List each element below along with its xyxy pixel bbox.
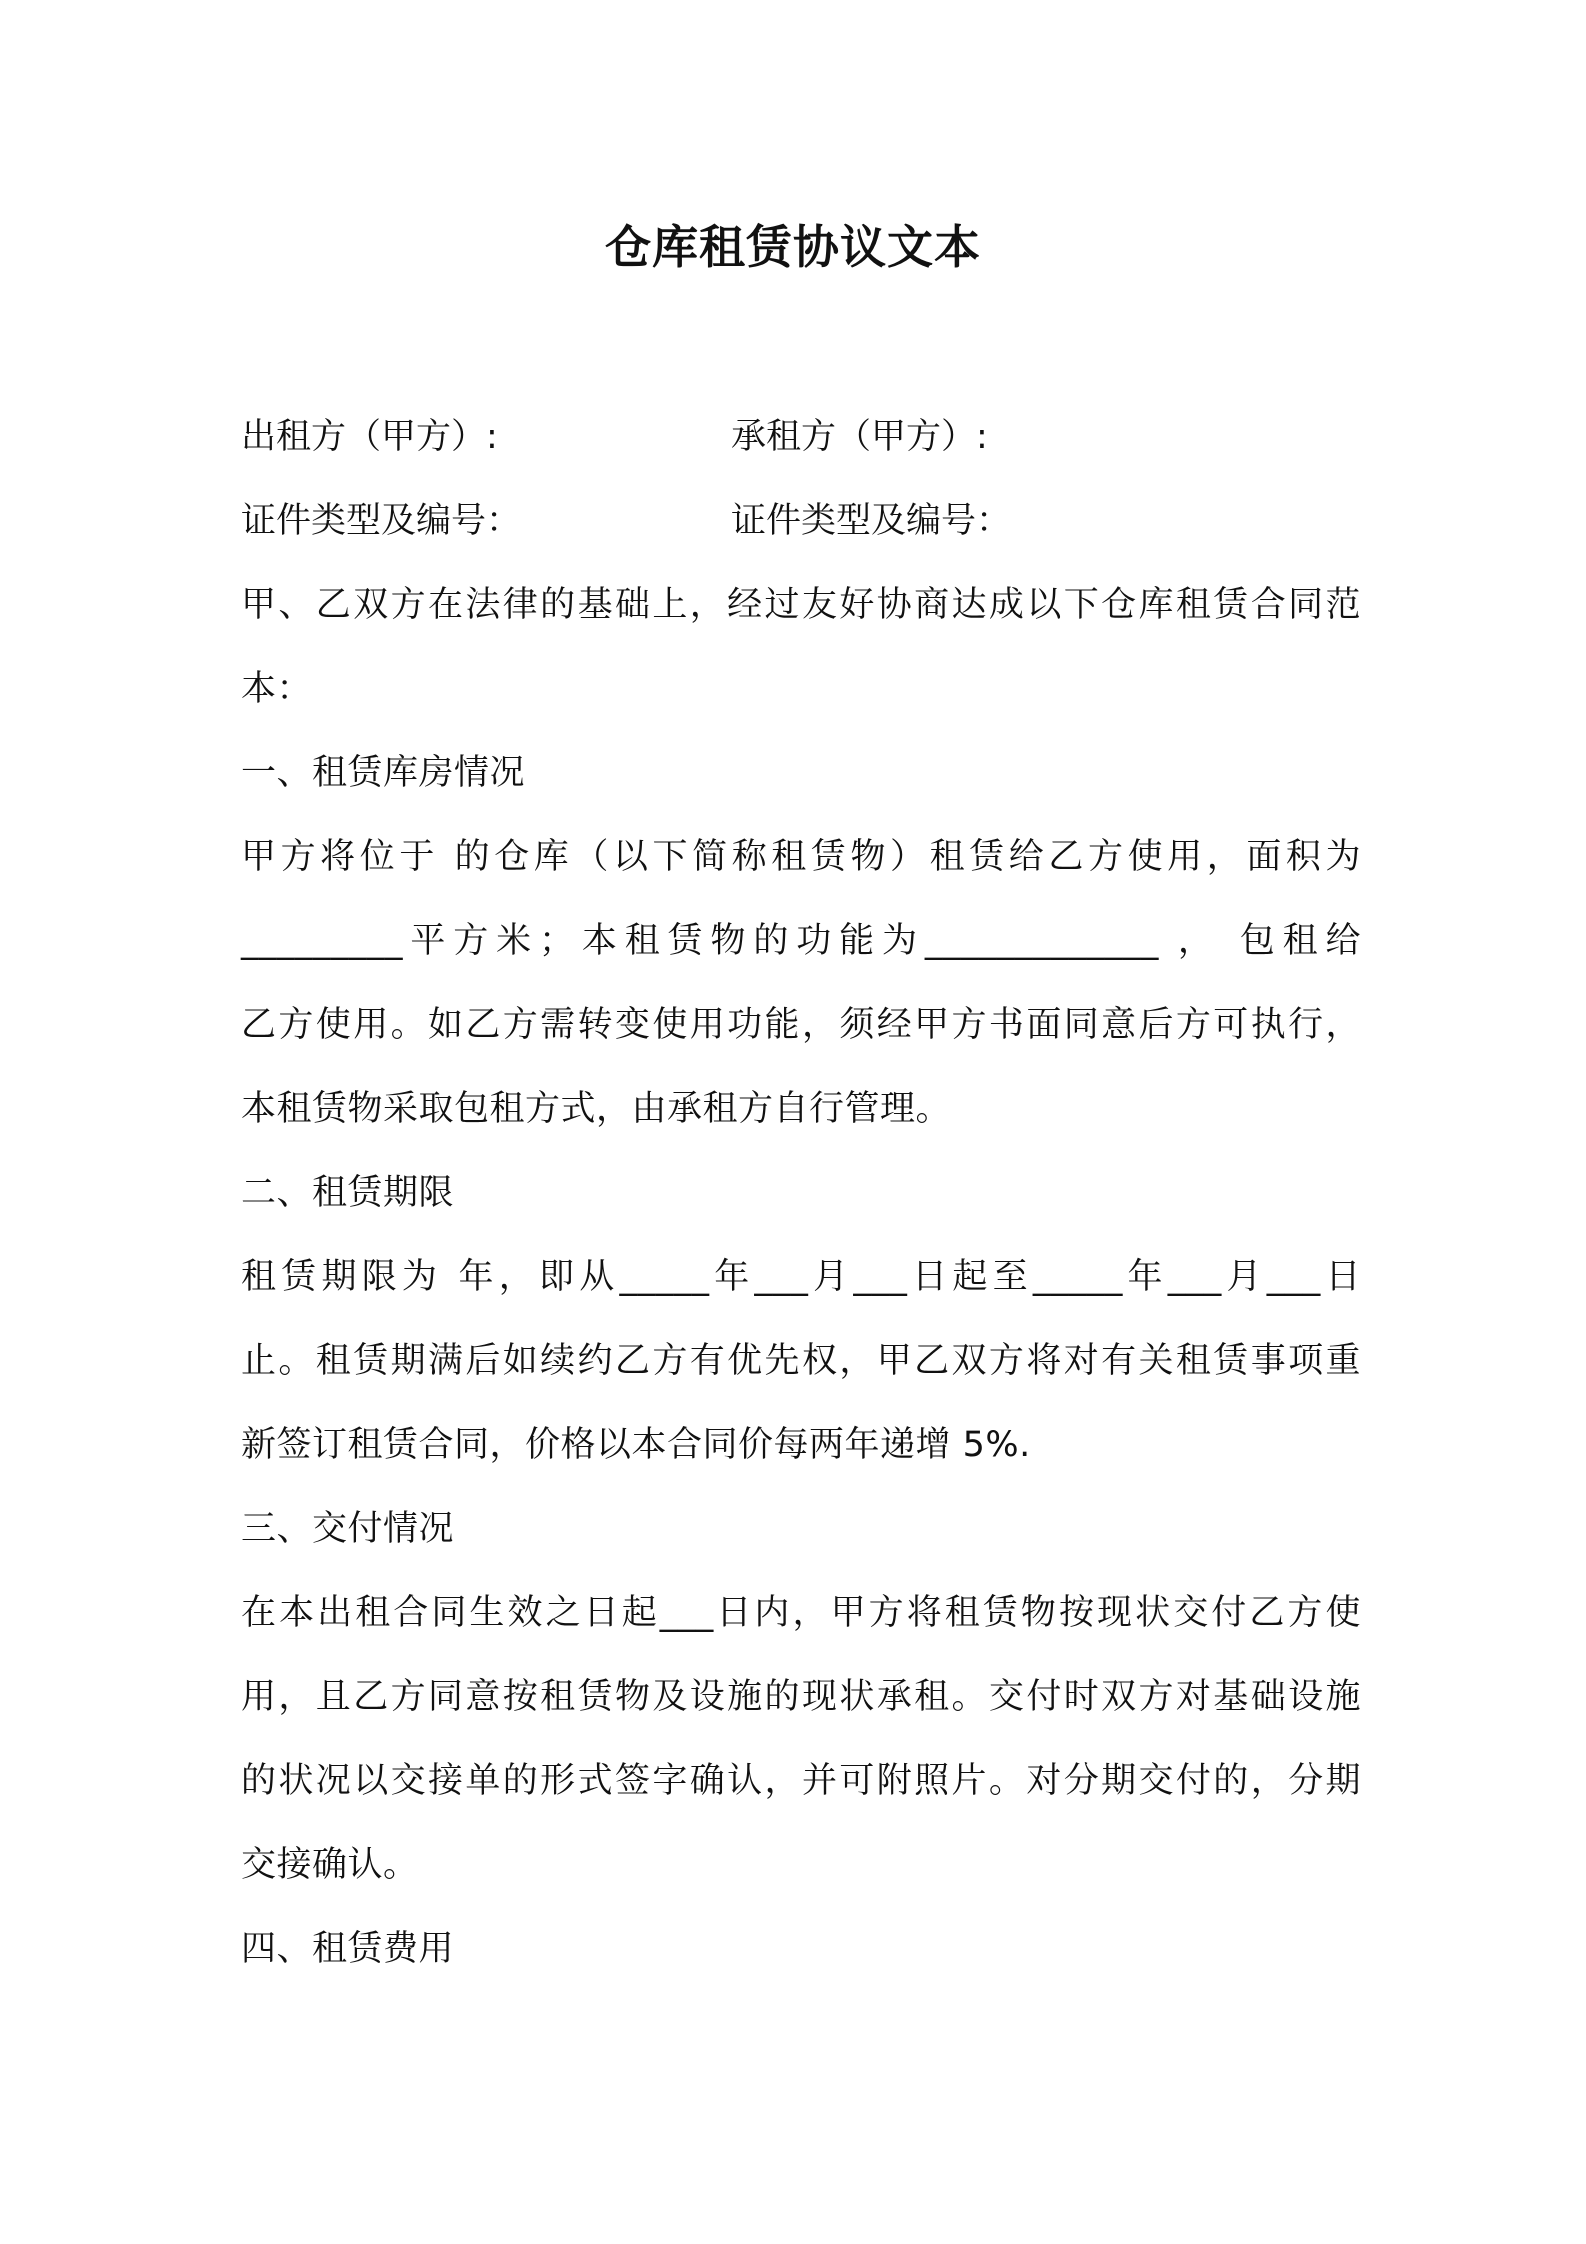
paragraph-line: 新签订租赁合同，价格以本合同价每两年递增 5%. bbox=[241, 1425, 1031, 1465]
paragraph-line: 本： bbox=[241, 669, 313, 709]
lessee-label: 承租方（甲方）: bbox=[731, 417, 988, 457]
paragraph-line: 交接确认。 bbox=[241, 1845, 419, 1885]
paragraph-line: _________平方米；本租赁物的功能为_____________ ， 包租给 bbox=[241, 921, 1361, 961]
paragraph-line: 乙方使用。如乙方需转变使用功能，须经甲方书面同意后方可执行， bbox=[241, 1005, 1361, 1045]
paragraph-line: 甲、乙双方在法律的基础上，经过友好协商达成以下仓库租赁合同范 bbox=[241, 585, 1361, 625]
party-row-ids bbox=[241, 479, 1361, 563]
paragraph-line: 在本出租合同生效之日起___日内，甲方将租赁物按现状交付乙方使 bbox=[241, 1593, 1361, 1633]
paragraph-line: 租赁期限为 年，即从_____年___月___日起至_____年___月___日 bbox=[241, 1257, 1361, 1297]
lessor-id-label: 证件类型及编号： bbox=[241, 501, 522, 541]
section-heading: 一、租赁库房情况 bbox=[241, 753, 526, 793]
paragraph-line: 止。租赁期满后如续约乙方有优先权，甲乙双方将对有关租赁事项重 bbox=[241, 1341, 1361, 1381]
paragraph-line: 用，且乙方同意按租赁物及设施的现状承租。交付时双方对基础设施 bbox=[241, 1677, 1361, 1717]
paragraph-line: 甲方将位于 的仓库（以下简称租赁物）租赁给乙方使用，面积为 bbox=[241, 837, 1361, 877]
document-title: 仓库租赁协议文本 bbox=[605, 220, 981, 274]
document-body bbox=[241, 395, 1361, 1991]
section-heading: 四、租赁费用 bbox=[241, 1929, 455, 1969]
section-heading: 二、租赁期限 bbox=[241, 1173, 455, 1213]
paragraph-line: 本租赁物采取包租方式，由承租方自行管理。 bbox=[241, 1089, 952, 1129]
lessee-id-label: 证件类型及编号： bbox=[731, 501, 1012, 541]
paragraph-line: 的状况以交接单的形式签字确认，并可附照片。对分期交付的，分期 bbox=[241, 1761, 1361, 1801]
party-row-names bbox=[241, 395, 1361, 479]
section-heading: 三、交付情况 bbox=[241, 1509, 455, 1549]
lessor-label: 出租方（甲方）: bbox=[241, 417, 498, 457]
